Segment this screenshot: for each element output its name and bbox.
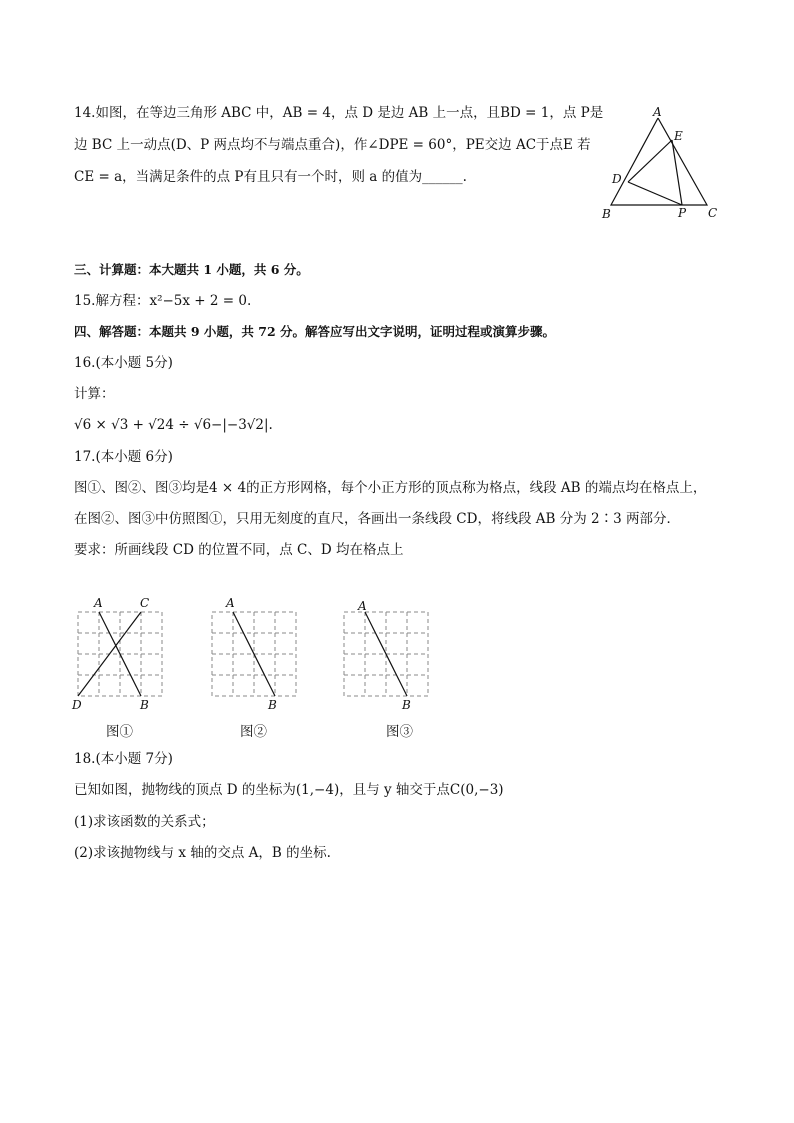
fig1-label-c: C	[140, 596, 150, 610]
q18-header: 18.(本小题 7分)	[74, 751, 173, 767]
q14-line-2: 边 BC 上一动点(D、P 两点均不与端点重合)，作∠DPE = 60°，PE交边 AC于点E 若	[74, 137, 591, 153]
section-4-heading: 四、解答题：本题共 9 小题，共 72 分。解答应写出文字说明，证明过程或演算步骤。	[74, 324, 556, 339]
answer-blank: ______.	[422, 169, 467, 185]
q14-line-3	[74, 168, 467, 186]
grid-figure-1	[70, 592, 170, 712]
q17-line-3: 要求：所画线段 CD 的位置不同，点 C、D 均在格点上	[74, 542, 404, 558]
q17-line-2: 在图②、图③中仿照图①，只用无刻度的直尺，各画出一条线段 CD，将线段 AB 分为 2∶3 两部分．	[74, 511, 680, 527]
fig2-caption: 图②	[240, 724, 267, 740]
label-p: P	[678, 206, 687, 220]
fig3-label-b: B	[402, 698, 411, 712]
q17-line-1: 图①、图②、图③均是4 × 4的正方形网格，每个小正方形的顶点称为格点，线段 AB 的端点均在格点上，	[74, 480, 707, 496]
q18-line-1: 已知如图，抛物线的顶点 D 的坐标为(1,−4)，且与 y 轴交于点C(0,−3)	[74, 782, 504, 798]
q15-text: 15.解方程：x²−5x + 2 = 0.	[74, 293, 252, 309]
q18-part-2: (2)求该抛物线与 x 轴的交点 A，B 的坐标.	[74, 845, 331, 861]
label-a: A	[653, 105, 662, 119]
fig3-caption: 图③	[386, 724, 413, 740]
grid-figure-3	[336, 592, 436, 712]
label-b: B	[602, 207, 611, 221]
fig1-label-a: A	[94, 596, 103, 610]
label-c: C	[708, 206, 718, 220]
q17-header: 17.(本小题 6分)	[74, 449, 173, 465]
segment-pe	[672, 140, 682, 205]
fig1-label-b: B	[140, 698, 149, 712]
q16-prompt: 计算：	[74, 386, 115, 402]
section-3-heading: 三、计算题：本大题共 1 小题，共 6 分。	[74, 262, 309, 277]
label-e: E	[674, 129, 683, 143]
fig3-label-a: A	[358, 599, 367, 613]
q14-line-3-text: CE = a，当满足条件的点 P有且只有一个时，则 a 的值为	[74, 169, 423, 185]
segment-dp	[628, 182, 682, 205]
q16-header: 16.(本小题 5分)	[74, 355, 173, 371]
q16-expression: √6 × √3 + √24 ÷ √6−|−3√2|.	[74, 417, 273, 433]
triangle-abc	[611, 118, 707, 205]
triangle-figure	[596, 104, 726, 224]
fig1-caption: 图①	[106, 724, 133, 740]
fig1-label-d: D	[72, 698, 82, 712]
grid-figure-2	[204, 592, 304, 712]
q14-line-1: 14.如图，在等边三角形 ABC 中，AB = 4，点 D 是边 AB 上一点，且BD = 1，点 P是	[74, 105, 604, 121]
label-d: D	[612, 172, 622, 186]
fig2-label-b: B	[268, 698, 277, 712]
q18-part-1: (1)求该函数的关系式；	[74, 814, 215, 830]
fig2-label-a: A	[226, 596, 235, 610]
